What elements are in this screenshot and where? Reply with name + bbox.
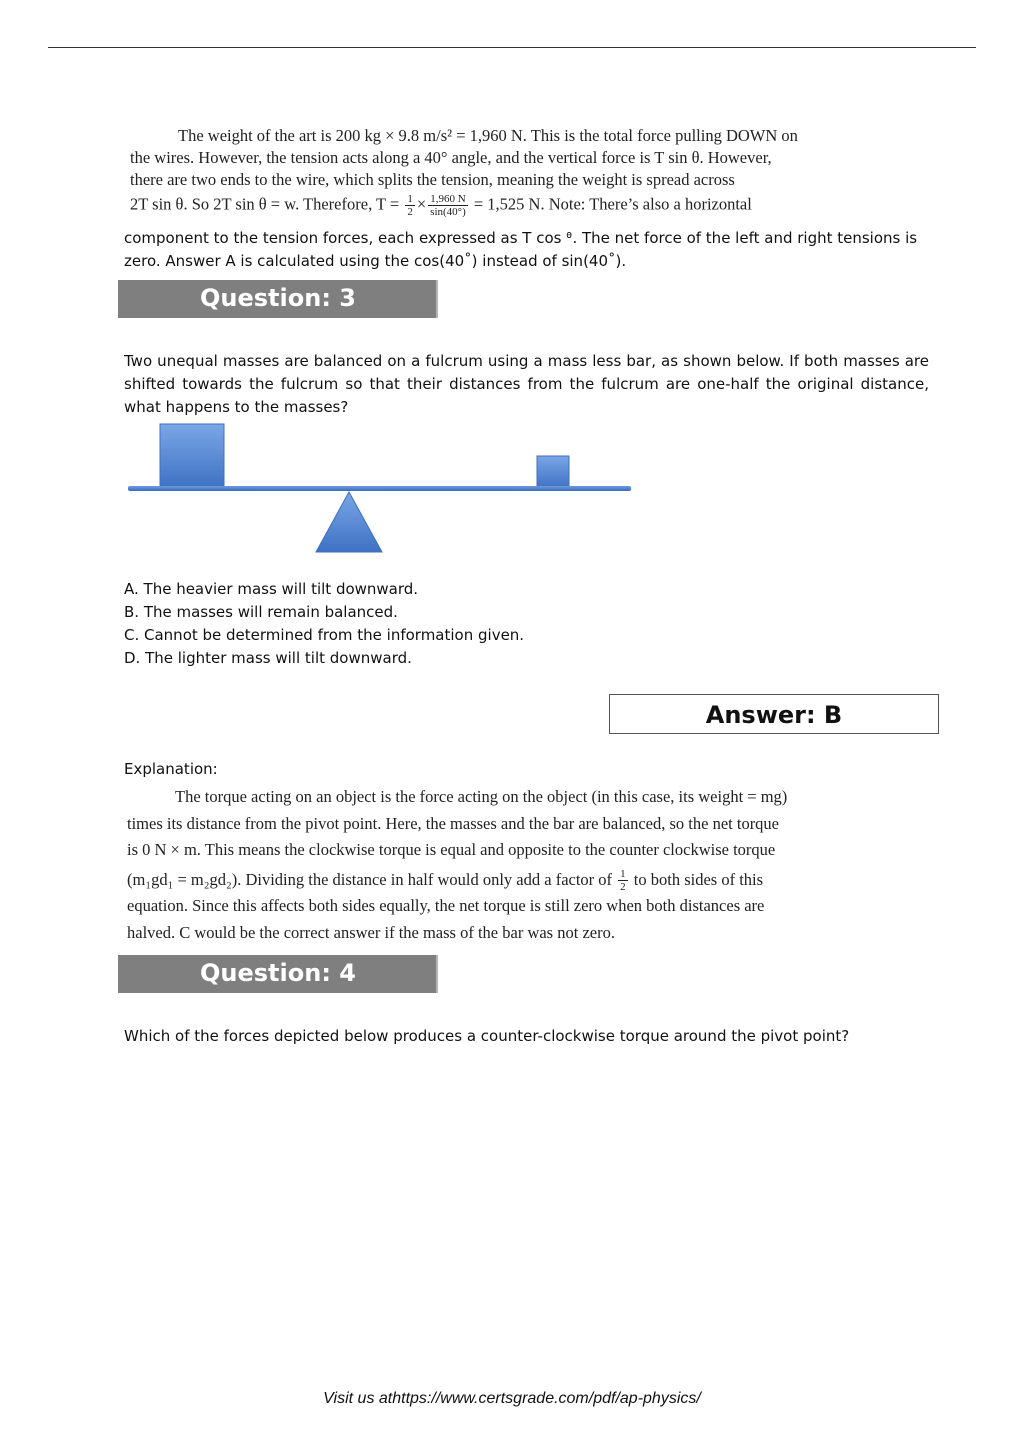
fraction-half: $\frac{1}{2}$ bbox=[407, 193, 413, 218]
footer-link[interactable]: Visit us athttps://www.certsgrade.com/pdf/ap-physics/ bbox=[323, 1390, 701, 1407]
header-rule bbox=[48, 47, 976, 48]
question-3-banner bbox=[118, 280, 438, 318]
option-a: A. The heavier mass will tilt downward. bbox=[124, 580, 419, 598]
massless-bar bbox=[128, 486, 631, 491]
explanation-line2: times its distance from the pivot point. Here, the masses and the bar are balanced, so the net torque bbox=[127, 813, 780, 833]
option-b: B. The masses will remain balanced. bbox=[124, 603, 398, 621]
heavy-mass-block bbox=[160, 424, 224, 488]
explanation-line6: halved. C would be the correct answer if the mass of the bar was not zero. bbox=[127, 922, 615, 942]
question-4-title: Question: 4 bbox=[200, 959, 356, 987]
prev-explanation-line4: 2T sin θ. So 2T sin θ = w. Therefore, T = $\frac{1}{2}$ × $\frac{1,960 N}{\sin(40^\circ)}$ = 1,525 N. Note: There’s also a horizontal bbox=[130, 193, 752, 218]
prev-explanation-continued: component to the tension forces, each expressed as T cos ᶿ. The net force of the left and right tensions is zero. Answer A is calculated using the cos(40˚) instead of sin(40˚). bbox=[124, 229, 918, 270]
fulcrum-triangle bbox=[316, 492, 382, 552]
explanation-line5: equation. Since this affects both sides equally, the net torque is still zero when both distances are bbox=[127, 896, 765, 916]
prev-explanation-line1: The weight of the art is 200 kg × 9.8 m/s² = 1,960 N. This is the total force pulling DOWN on bbox=[178, 126, 798, 145]
prev-explanation-line3: there are two ends to the wire, which splits the tension, meaning the weight is spread across bbox=[130, 170, 735, 189]
seesaw-diagram bbox=[124, 420, 636, 560]
question-3-title: Question: 3 bbox=[200, 284, 356, 312]
fraction-force: $\frac{1,960 N}{\sin(40^\circ)}$ bbox=[430, 193, 466, 218]
option-c: C. Cannot be determined from the information given. bbox=[124, 626, 525, 644]
prev-explanation bbox=[130, 125, 930, 218]
question-3-explanation bbox=[127, 784, 917, 946]
option-d: D. The lighter mass will tilt downward. bbox=[124, 649, 412, 667]
question-3-text: Two unequal masses are balanced on a fulcrum using a mass less bar, as shown below. If both masses are shifted towards the fulcrum so that their distances from the fulcrum are one-half the original distance, what happens to the masses? bbox=[124, 352, 929, 416]
explanation-line4: (m₁gd₁ = m₂gd₂). Dividing the distance in half would only add a factor of $\frac{1}{2}$ to both sides of this bbox=[127, 868, 764, 894]
prev-explanation-line2: the wires. However, the tension acts along a 40° angle, and the vertical force is T sin θ. However, bbox=[130, 148, 772, 167]
question-4-text: Which of the forces depicted below produces a counter-clockwise torque around the pivot point? bbox=[124, 1027, 850, 1045]
answer-box: Answer: B bbox=[609, 694, 939, 734]
explanation-line1: The torque acting on an object is the force acting on the object (in this case, its weight = mg) bbox=[175, 787, 788, 806]
explanation-label: Explanation: bbox=[124, 760, 218, 778]
explanation-line3: is 0 N × m. This means the clockwise torque is equal and opposite to the counter clockwise torque bbox=[127, 840, 776, 859]
fraction-one-half: $\frac{1}{2}$ bbox=[620, 868, 626, 894]
question-4-banner bbox=[118, 955, 438, 993]
light-mass-block bbox=[537, 456, 569, 488]
